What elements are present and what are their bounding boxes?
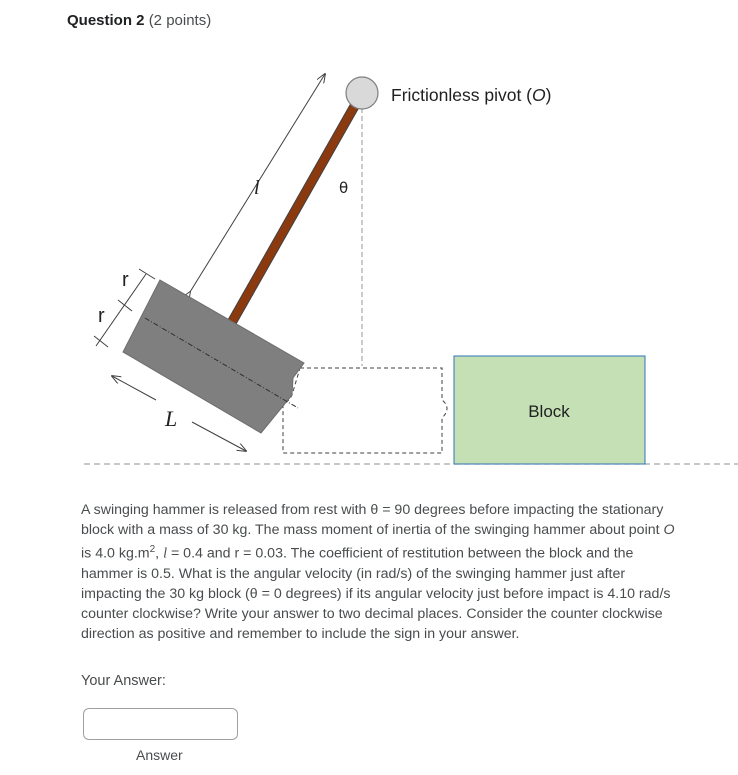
hammer-diagram: [0, 60, 738, 470]
question-text-part-3: ,: [155, 545, 164, 562]
question-header: [67, 12, 211, 29]
block-label: Block: [528, 402, 570, 421]
question-points: (2 points): [148, 12, 212, 29]
question-text-part-4: = 0.4 and r = 0.03. The coefficient of restitution between the block and the hammer is 0.5. What is the angular velocity (in rad/s) of the swinging hammer just after impacting the 30 kg block (θ = 0 degrees) if its angular velocity just before impact is 4.10 rad/s counter clockwise? Write your answer to two decimal places. Consider the counter clockwise direction as positive and remember to include the sign in your answer.: [81, 545, 671, 642]
question-text-part-1: A swinging hammer is released from rest with θ = 90 degrees before impacting the stationary block with a mass of 30 kg. The mass moment of inertia of the swinging hammer about point: [81, 502, 664, 538]
length-label: l: [254, 177, 260, 199]
pivot-label: [391, 85, 551, 105]
pivot-label-suffix: ): [545, 85, 552, 105]
radius-tick-mid: [118, 300, 132, 311]
answer-input[interactable]: [83, 708, 238, 740]
pivot-label-prefix: Frictionless pivot (: [391, 85, 533, 105]
your-answer-label: Your Answer:: [81, 673, 166, 689]
radius-label-top: r: [122, 269, 129, 291]
question-superscript: 2: [149, 544, 156, 555]
pivot-circle: [346, 77, 378, 109]
radius-label-bottom: r: [98, 305, 105, 327]
question-title: Question 2: [67, 12, 145, 29]
head-length-arrow-right: [192, 422, 246, 451]
head-length-arrow-left: [112, 376, 156, 400]
question-text: [81, 500, 681, 644]
question-l-symbol: l: [163, 545, 168, 562]
hammer-handle-fill: [232, 100, 358, 322]
radius-tick-top: [139, 269, 155, 279]
head-length-label: L: [165, 406, 178, 431]
question-point-symbol: O: [663, 522, 675, 538]
pivot-label-symbol: O: [532, 85, 546, 105]
hammer-head: [123, 280, 304, 433]
angle-label: θ: [339, 179, 349, 197]
answer-caption: Answer: [136, 747, 183, 763]
question-text-part-2: is 4.0 kg.m: [81, 545, 150, 562]
hammer-impact-outline: [283, 368, 447, 453]
